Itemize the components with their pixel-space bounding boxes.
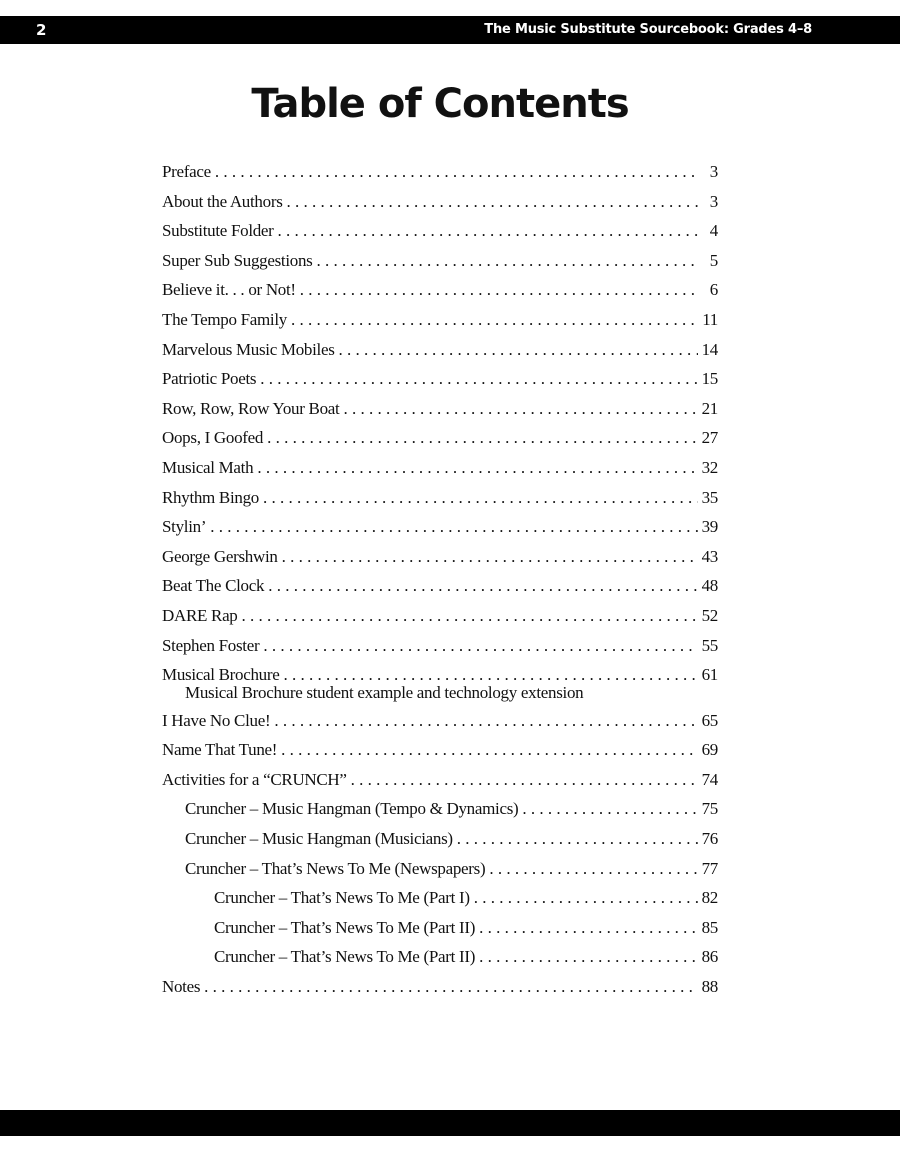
toc-entry	[162, 824, 718, 854]
toc-dot-leader	[242, 601, 698, 631]
toc-entry-page: 27	[701, 428, 718, 448]
toc-entry-page: 77	[701, 858, 718, 878]
toc-entry	[162, 571, 718, 601]
toc-dot-leader	[267, 423, 698, 453]
toc-dot-leader	[317, 246, 701, 276]
page-number: 2	[36, 21, 47, 39]
toc-entry	[162, 883, 718, 913]
toc-entry-title: Cruncher – That’s News To Me (Newspapers)	[185, 858, 486, 878]
toc-entry-title: Musical Math	[162, 457, 254, 477]
toc-entry	[162, 157, 718, 187]
toc-entry-title: Substitute Folder	[162, 221, 274, 241]
toc-dot-leader	[281, 735, 697, 765]
toc-entry-page: 39	[701, 517, 718, 537]
toc-entry-page: 43	[701, 546, 718, 566]
toc-dot-leader	[274, 706, 697, 736]
page-title: Table of Contents	[251, 81, 629, 127]
toc-entry-title: About the Authors	[162, 191, 283, 211]
toc-entry	[162, 394, 718, 424]
toc-entry-title: Notes	[162, 977, 201, 997]
toc-entry	[162, 765, 718, 795]
toc-entry	[162, 423, 718, 453]
toc-entry	[162, 794, 718, 824]
toc-entry-title: Cruncher – Music Hangman (Tempo & Dynamics)	[185, 799, 519, 819]
toc-entry-page: 69	[701, 740, 718, 760]
toc-entry	[162, 364, 718, 394]
toc-entry-title: Activities for a “CRUNCH”	[162, 769, 347, 789]
toc-entry	[162, 512, 718, 542]
toc-entry	[162, 913, 718, 943]
book-title: The Music Substitute Sourcebook: Grades 4–8	[484, 22, 812, 37]
toc-entry-page: 3	[709, 162, 718, 181]
toc-entry-page: 11	[702, 309, 718, 329]
toc-entry-title: The Tempo Family	[162, 309, 287, 329]
toc-entry-page: 14	[701, 339, 718, 359]
toc-dot-leader	[474, 883, 698, 913]
toc-dot-leader	[343, 394, 697, 424]
toc-entry-title: Marvelous Music Mobiles	[162, 339, 335, 359]
table-of-contents	[162, 157, 718, 1002]
toc-entry	[162, 942, 718, 972]
toc-entry	[162, 305, 718, 335]
toc-entry	[162, 601, 718, 631]
toc-dot-leader	[457, 824, 698, 854]
toc-entry-page: 15	[701, 369, 718, 389]
toc-entry	[162, 275, 718, 305]
toc-entry	[162, 483, 718, 513]
toc-dot-leader	[287, 187, 700, 217]
toc-entry-title: Beat The Clock	[162, 576, 265, 596]
toc-entry-page: 5	[709, 250, 718, 270]
toc-entry-title: Cruncher – That’s News To Me (Part I)	[214, 888, 470, 908]
toc-dot-leader	[263, 483, 698, 513]
toc-entry	[162, 735, 718, 765]
toc-entry	[162, 453, 718, 483]
toc-entry-title: Cruncher – Music Hangman (Musicians)	[185, 829, 453, 849]
toc-entry-page: 3	[709, 191, 718, 211]
toc-entry-title: Oops, I Goofed	[162, 428, 264, 448]
toc-entry-page: 65	[701, 710, 718, 730]
toc-entry-page: 82	[701, 888, 718, 908]
toc-dot-leader	[300, 275, 700, 305]
toc-dot-leader	[282, 542, 698, 572]
toc-entry-page: 32	[701, 457, 718, 477]
toc-entry-title: Cruncher – That’s News To Me (Part II)	[214, 947, 476, 967]
toc-entry-title: Preface	[162, 162, 211, 181]
toc-entry-title: Patriotic Poets	[162, 369, 257, 389]
toc-entry-page: 88	[701, 977, 718, 997]
toc-entry	[162, 246, 718, 276]
toc-entry-title: Believe it. . . or Not!	[162, 280, 296, 300]
toc-entry	[162, 631, 718, 661]
toc-dot-leader	[260, 364, 697, 394]
toc-entry-title: I Have No Clue!	[162, 710, 271, 730]
toc-entry-title: DARE Rap	[162, 605, 238, 625]
toc-entry-title: Cruncher – That’s News To Me (Part II)	[214, 917, 476, 937]
toc-dot-leader	[204, 972, 697, 1002]
toc-dot-leader	[291, 305, 698, 335]
toc-subnote: Musical Brochure student example and technology extension	[185, 682, 584, 702]
toc-dot-leader	[479, 913, 698, 943]
toc-entry-title: Stephen Foster	[162, 635, 260, 655]
toc-entry-title: George Gershwin	[162, 546, 278, 566]
toc-entry	[162, 335, 718, 365]
toc-entry-page: 21	[701, 398, 718, 418]
toc-entry-page: 48	[701, 576, 718, 596]
toc-entry-title: Stylin’	[162, 517, 207, 537]
toc-entry-page: 6	[709, 280, 718, 300]
toc-dot-leader	[489, 854, 697, 884]
toc-dot-leader	[278, 216, 700, 246]
toc-dot-leader	[263, 631, 697, 661]
toc-dot-leader	[339, 335, 698, 365]
toc-entry-page: 75	[701, 799, 718, 819]
toc-entry-title: Row, Row, Row Your Boat	[162, 398, 340, 418]
toc-dot-leader	[522, 794, 697, 824]
toc-entry-page: 61	[701, 665, 718, 685]
toc-entry-page: 85	[701, 917, 718, 937]
toc-entry-page: 86	[701, 947, 718, 967]
toc-entry	[162, 187, 718, 217]
toc-entry-title: Musical Brochure	[162, 665, 280, 685]
toc-entry-title: Super Sub Suggestions	[162, 250, 313, 270]
toc-entry	[162, 542, 718, 572]
toc-entry-page: 55	[701, 635, 718, 655]
toc-dot-leader	[210, 512, 697, 542]
toc-dot-leader	[257, 453, 697, 483]
toc-entry	[162, 854, 718, 884]
toc-entry-page: 76	[701, 829, 718, 849]
toc-dot-leader	[268, 571, 697, 601]
toc-entry-title: Rhythm Bingo	[162, 487, 259, 507]
toc-entry-page: 52	[701, 605, 718, 625]
toc-dot-leader	[215, 157, 700, 187]
toc-entry-title: Name That Tune!	[162, 740, 278, 760]
toc-dot-leader	[351, 765, 698, 795]
footer-bar	[0, 1110, 900, 1136]
toc-entry	[162, 972, 718, 1002]
toc-dot-leader	[479, 942, 698, 972]
toc-entry	[162, 706, 718, 736]
header-bar	[0, 16, 900, 44]
toc-entry-page: 35	[701, 487, 718, 507]
toc-entry-page: 74	[701, 769, 718, 789]
toc-entry-page: 4	[709, 221, 718, 241]
toc-entry	[162, 216, 718, 246]
